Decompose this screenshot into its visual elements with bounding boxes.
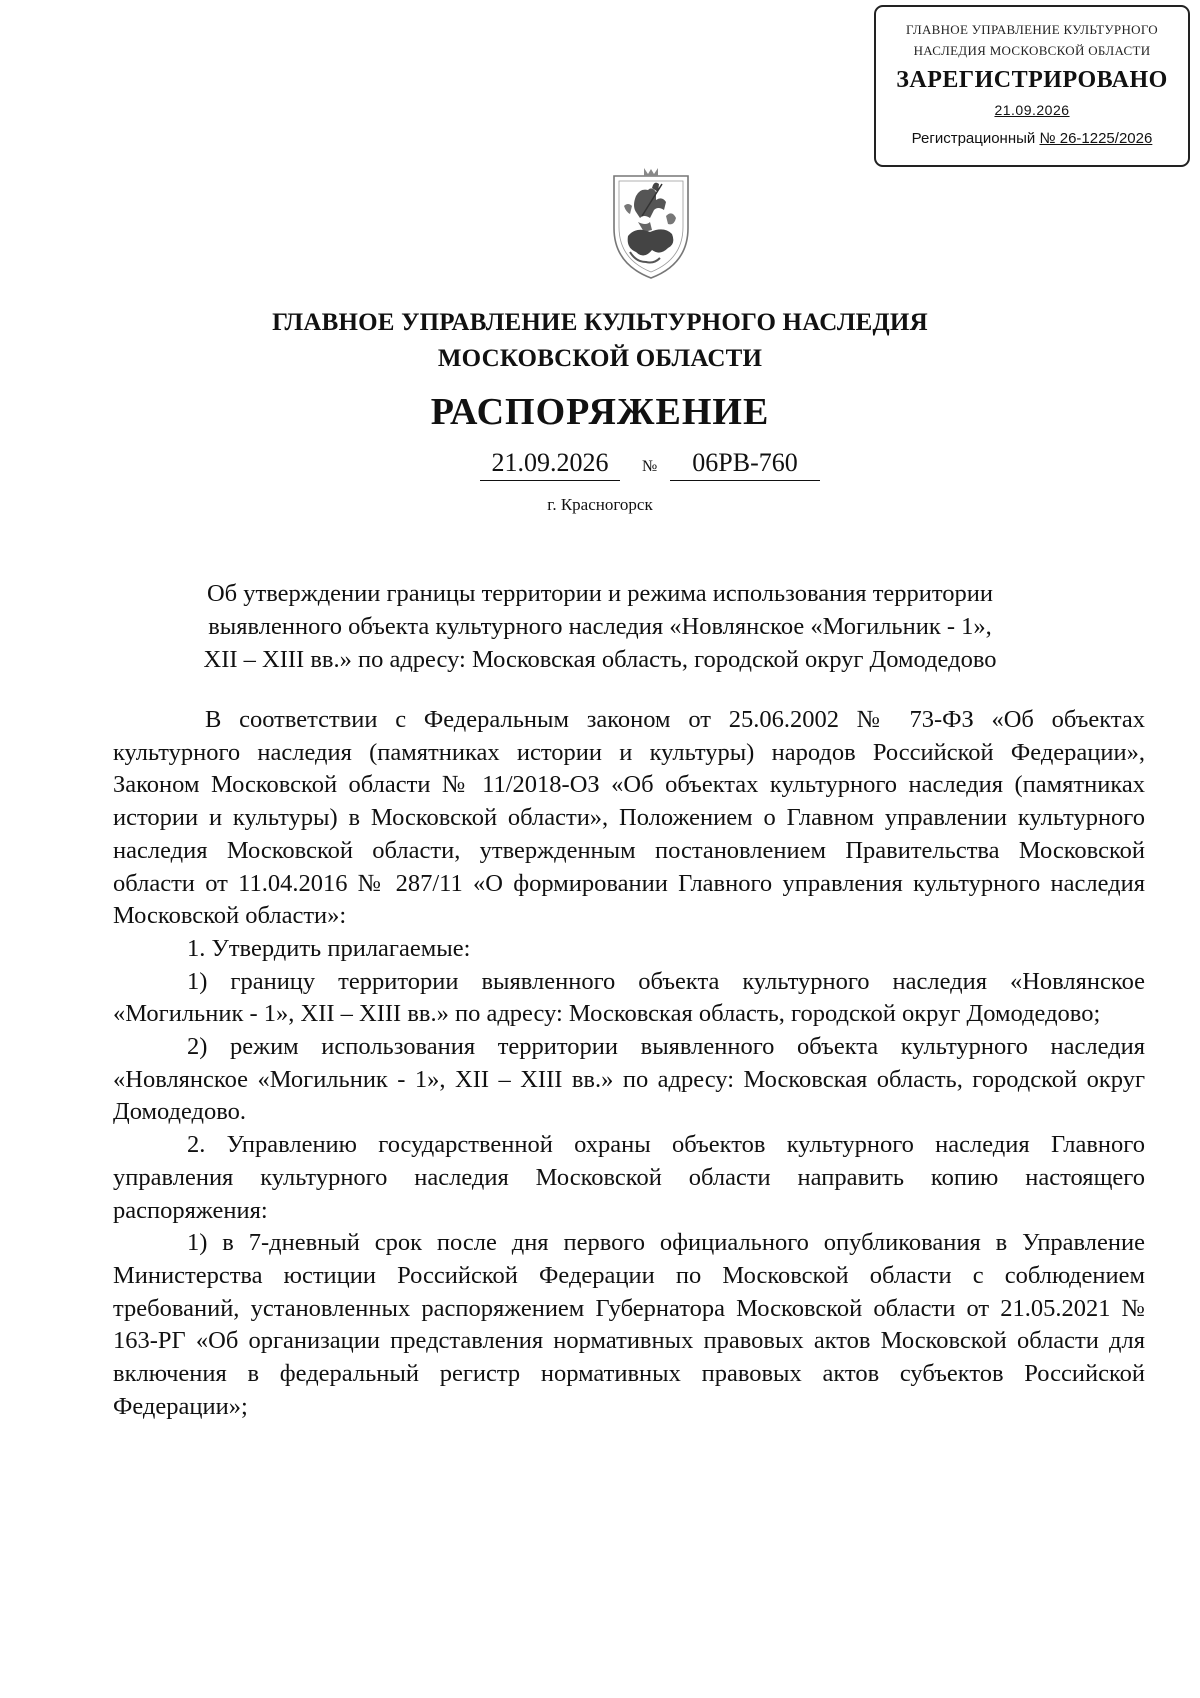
item-2: 2. Управлению государственной охраны объектов культурного наследия Главного управления культурного наследия Московской области направить копию настоящего распоряжения: <box>113 1131 1145 1224</box>
document-body <box>113 704 1145 1423</box>
number-sign: № <box>642 458 658 475</box>
item-1-1: 1) границу территории выявленного объекта культурного наследия «Новлянское «Могильник - 1», XII – XIII вв.» по адресу: Московская область, городской округ Домодедово; <box>113 967 1145 1028</box>
item-1: 1. Утвердить прилагаемые: <box>187 934 471 962</box>
stamp-date: 21.09.2026 <box>994 102 1070 118</box>
stamp-reg-value: № 26-1225/2026 <box>1039 130 1153 147</box>
organization-title <box>0 305 1200 377</box>
item-1-2: 2) режим использования территории выявленного объекта культурного наследия «Новлянское «Могильник - 1», XII – XIII вв.» по адресу: Московская область, городской округ Домодедово. <box>113 1033 1145 1126</box>
document-subject <box>120 577 1080 676</box>
org-line2: МОСКОВСКОЙ ОБЛАСТИ <box>437 345 763 372</box>
document-type: РАСПОРЯЖЕНИЕ <box>430 391 770 433</box>
subject-line: XII – XIII вв.» по адресу: Московская область, городской округ Домодедово <box>203 646 997 673</box>
subject-line: выявленного объекта культурного наследия «Новлянское «Могильник - 1», <box>208 613 992 640</box>
coat-of-arms-icon <box>606 166 696 282</box>
date-number-line <box>480 448 840 482</box>
registration-stamp <box>874 5 1190 167</box>
stamp-org-line2: НАСЛЕДИЯ МОСКОВСКОЙ ОБЛАСТИ <box>913 43 1151 58</box>
document-date: 21.09.2026 <box>480 448 620 481</box>
preamble-paragraph: В соответствии с Федеральным законом от 25.06.2002 № 73-ФЗ «Об объектах культурного наследия (памятниках истории и культуры) народов Российской Федерации», Законом Московской области № 11/2018-ОЗ «Об объектах культурного наследия (памятниках истории и культуры) в Московской области», Положением о Главном управлении культурного наследия Московской области, утвержденным постановлением Правительства Московской области от 11.04.2016 № 287/11 «О формировании Главного управления культурного наследия Московской области»: <box>113 706 1145 930</box>
stamp-reg-label: Регистрационный <box>911 130 1040 147</box>
stamp-org <box>876 18 1188 62</box>
item-2-1: 1) в 7-дневный срок после дня первого официального опубликования в Управление Министерства юстиции Российской Федерации по Московской области с соблюдением требований, установленных распоряжением Губернатора Московской области от 21.05.2021 № 163-РГ «Об организации представления нормативных правовых актов Московской области для включения в федеральный регистр нормативных правовых актов субъектов Российской Федерации»; <box>113 1229 1145 1420</box>
org-line1: ГЛАВНОЕ УПРАВЛЕНИЕ КУЛЬТУРНОГО НАСЛЕДИЯ <box>272 309 928 336</box>
stamp-reg-number <box>876 130 1188 147</box>
stamp-registered: ЗАРЕГИСТРИРОВАНО <box>896 67 1168 93</box>
document-number: 06РВ-760 <box>670 448 820 481</box>
subject-line: Об утверждении границы территории и режима использования территории <box>206 580 993 607</box>
stamp-org-line1: ГЛАВНОЕ УПРАВЛЕНИЕ КУЛЬТУРНОГО <box>905 22 1158 37</box>
city: г. Красногорск <box>547 495 653 514</box>
